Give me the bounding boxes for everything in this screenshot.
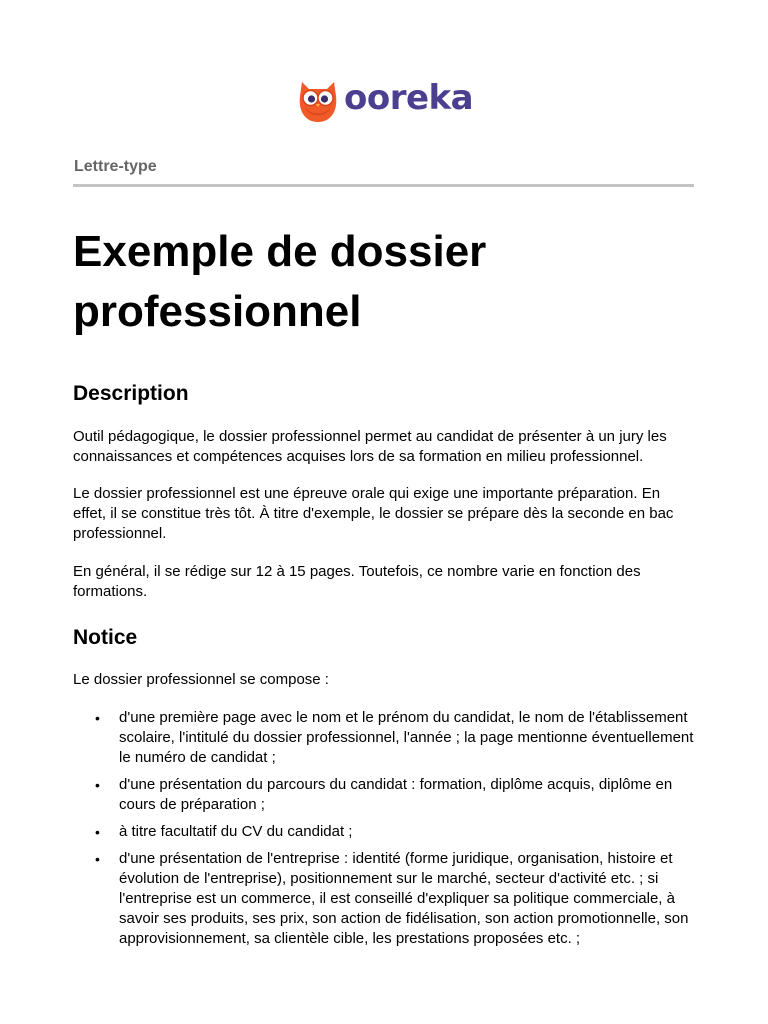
brand-name: ooreka bbox=[344, 78, 474, 118]
owl-logo-icon bbox=[296, 76, 340, 124]
notice-heading: Notice bbox=[73, 626, 138, 649]
list-item: • d'une première page avec le nom et le prénom du candidat, le nom de l'établissement scolaire, l'intitulé du dossier professionnel, l'année ; la page mentionne éventuellement le numéro de candidat ; bbox=[73, 708, 694, 768]
description-paragraph: Outil pédagogique, le dossier professionnel permet au candidat de présenter à un jury les connaissances et compétences acquises lors de sa formation en milieu professionnel. bbox=[73, 428, 667, 465]
notice-intro: Le dossier professionnel se compose : bbox=[73, 671, 329, 688]
description-paragraph: Le dossier professionnel est une épreuve orale qui exige une importante préparation. En effet, il se constitue très tôt. À titre d'exemple, le dossier se prépare dès la seconde en bac professionnel. bbox=[73, 485, 674, 542]
document-category: Lettre-type bbox=[74, 158, 157, 175]
category-divider bbox=[73, 184, 694, 187]
page-title bbox=[73, 222, 694, 342]
description-paragraph: En général, il se rédige sur 12 à 15 pages. Toutefois, ce nombre varie en fonction des formations. bbox=[73, 563, 641, 600]
list-item: • d'une présentation de l'entreprise : identité (forme juridique, organisation, histoire et évolution de l'entreprise), positionnement sur le marché, secteur d'activité etc. ; si l'entreprise est un commerce, il est conseillé d'expliquer sa politique commerciale, à savoir ses produits, ses prix, son action de fidélisation, son action promotionnelle, son approvisionnement, sa clientèle cible, les prestations proposées etc. ; bbox=[73, 849, 694, 949]
list-item: • à titre facultatif du CV du candidat ; bbox=[73, 822, 694, 842]
title-line: professionnel bbox=[73, 287, 362, 336]
list-item: • d'une présentation du parcours du candidat : formation, diplôme acquis, diplôme en cours de préparation ; bbox=[73, 775, 694, 815]
title-line: Exemple de dossier bbox=[73, 227, 487, 276]
notice-list bbox=[73, 708, 694, 956]
ooreka-logo[interactable] bbox=[296, 76, 473, 124]
description-heading: Description bbox=[73, 382, 189, 405]
